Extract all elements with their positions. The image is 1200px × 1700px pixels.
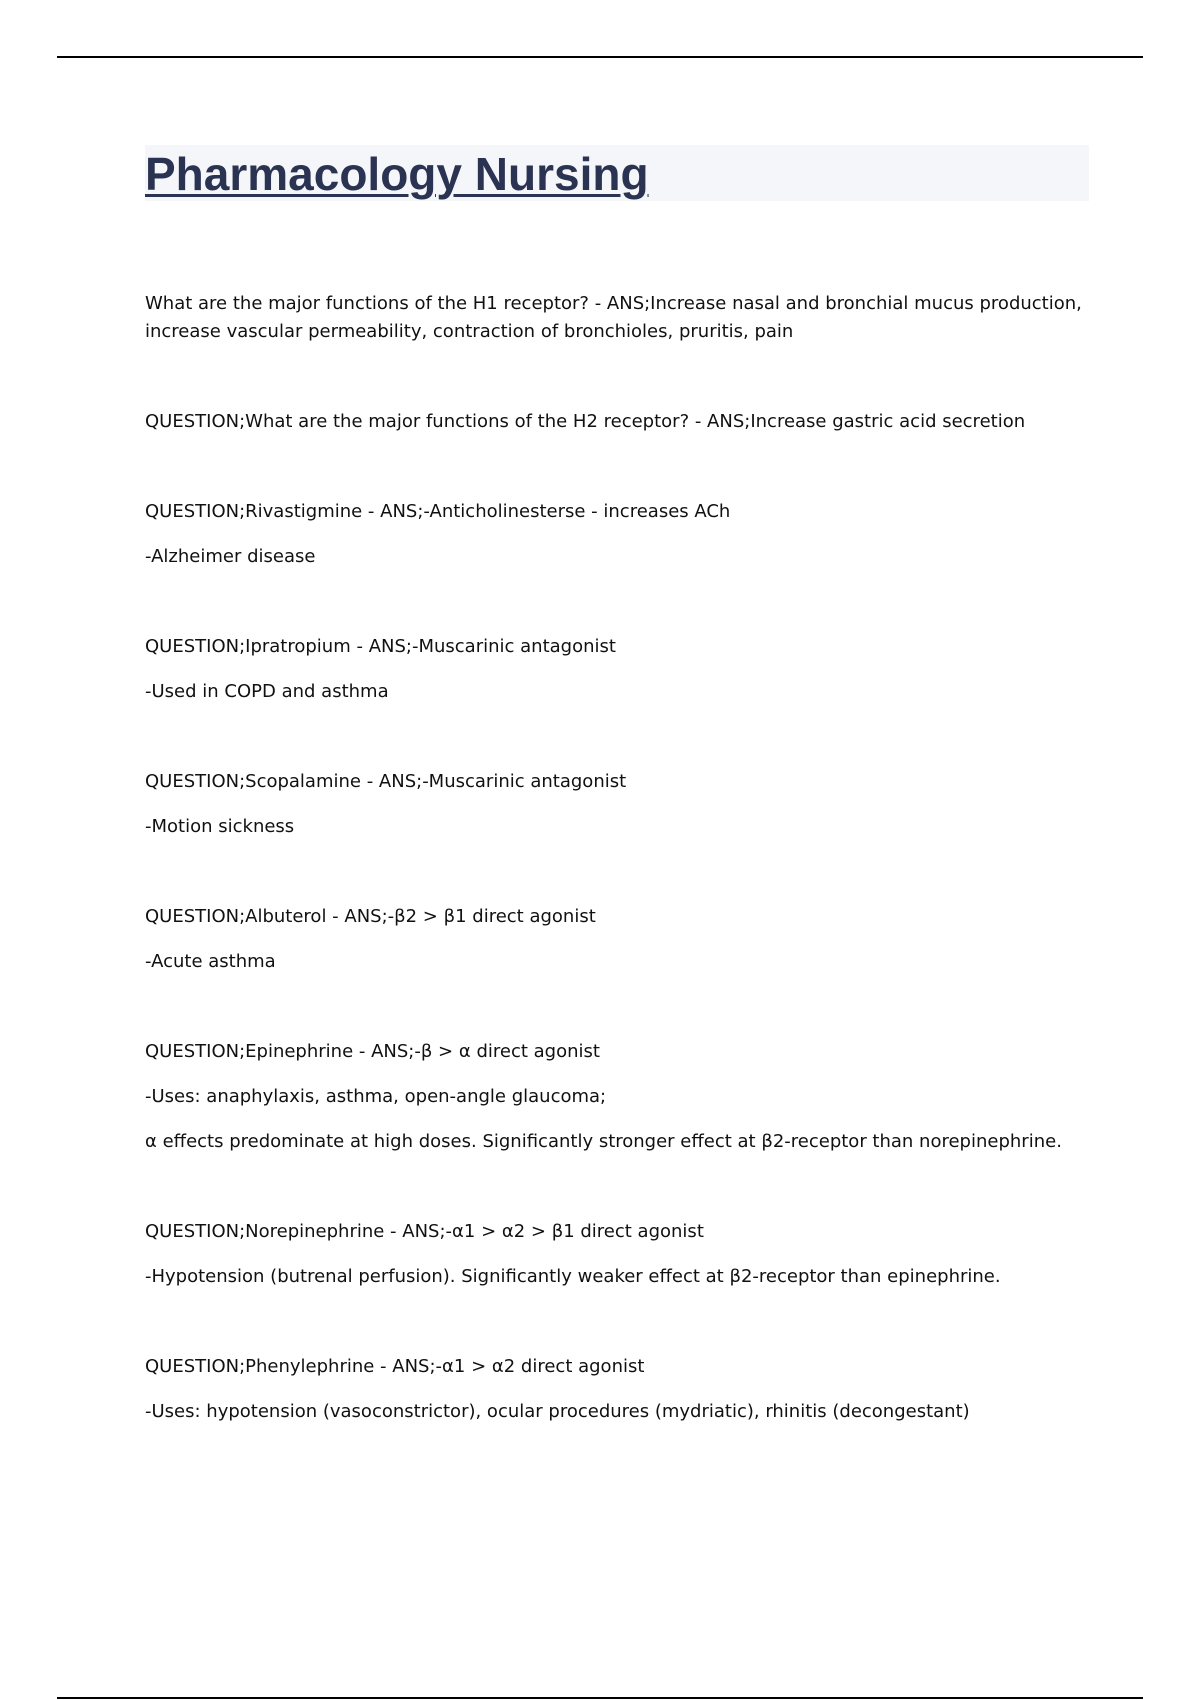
top-rule — [57, 56, 1143, 58]
qa-line: QUESTION;Norepinephrine - ANS;-α1 > α2 > β1 direct agonist — [145, 1221, 704, 1242]
qa-item — [145, 498, 1090, 571]
document-body — [145, 290, 1090, 1488]
qa-line: QUESTION;Phenylephrine - ANS;-α1 > α2 direct agonist — [145, 1356, 645, 1377]
qa-line: -Uses: hypotension (vasoconstrictor), ocular procedures (mydriatic), rhinitis (decongestant) — [145, 1401, 970, 1422]
qa-item — [145, 903, 1090, 976]
qa-line: -Hypotension (butrenal perfusion). Significantly weaker effect at β2-receptor than epinephrine. — [145, 1266, 1001, 1287]
qa-line: -Motion sickness — [145, 816, 295, 837]
qa-line: QUESTION;Scopalamine - ANS;-Muscarinic antagonist — [145, 771, 627, 792]
qa-line: QUESTION;Epinephrine - ANS;-β > α direct agonist — [145, 1041, 600, 1062]
qa-item — [145, 1218, 1090, 1291]
qa-line: QUESTION;What are the major functions of the H2 receptor? - ANS;Increase gastric acid secretion — [145, 411, 1026, 432]
bottom-rule — [57, 1697, 1143, 1699]
qa-line: α effects predominate at high doses. Significantly stronger effect at β2-receptor than norepinephrine. — [145, 1131, 1062, 1152]
qa-line: QUESTION;Rivastigmine - ANS;-Anticholinesterse - increases ACh — [145, 501, 731, 522]
qa-line: -Acute asthma — [145, 951, 276, 972]
qa-item — [145, 1038, 1090, 1156]
qa-line: QUESTION;Ipratropium - ANS;-Muscarinic antagonist — [145, 636, 616, 657]
qa-item — [145, 768, 1090, 841]
qa-item — [145, 408, 1090, 436]
qa-line: -Alzheimer disease — [145, 546, 316, 567]
qa-line: -Uses: anaphylaxis, asthma, open-angle glaucoma; — [145, 1086, 607, 1107]
qa-item — [145, 290, 1090, 346]
qa-line: -Used in COPD and asthma — [145, 681, 389, 702]
qa-item — [145, 633, 1090, 706]
document-title: Pharmacology Nursing — [145, 148, 649, 200]
qa-item — [145, 1353, 1090, 1426]
qa-line: What are the major functions of the H1 receptor? - ANS;Increase nasal and bronchial mucus production, increase vascular permeability, contraction of bronchioles, pruritis, pain — [145, 293, 1082, 342]
qa-line: QUESTION;Albuterol - ANS;-β2 > β1 direct agonist — [145, 906, 596, 927]
